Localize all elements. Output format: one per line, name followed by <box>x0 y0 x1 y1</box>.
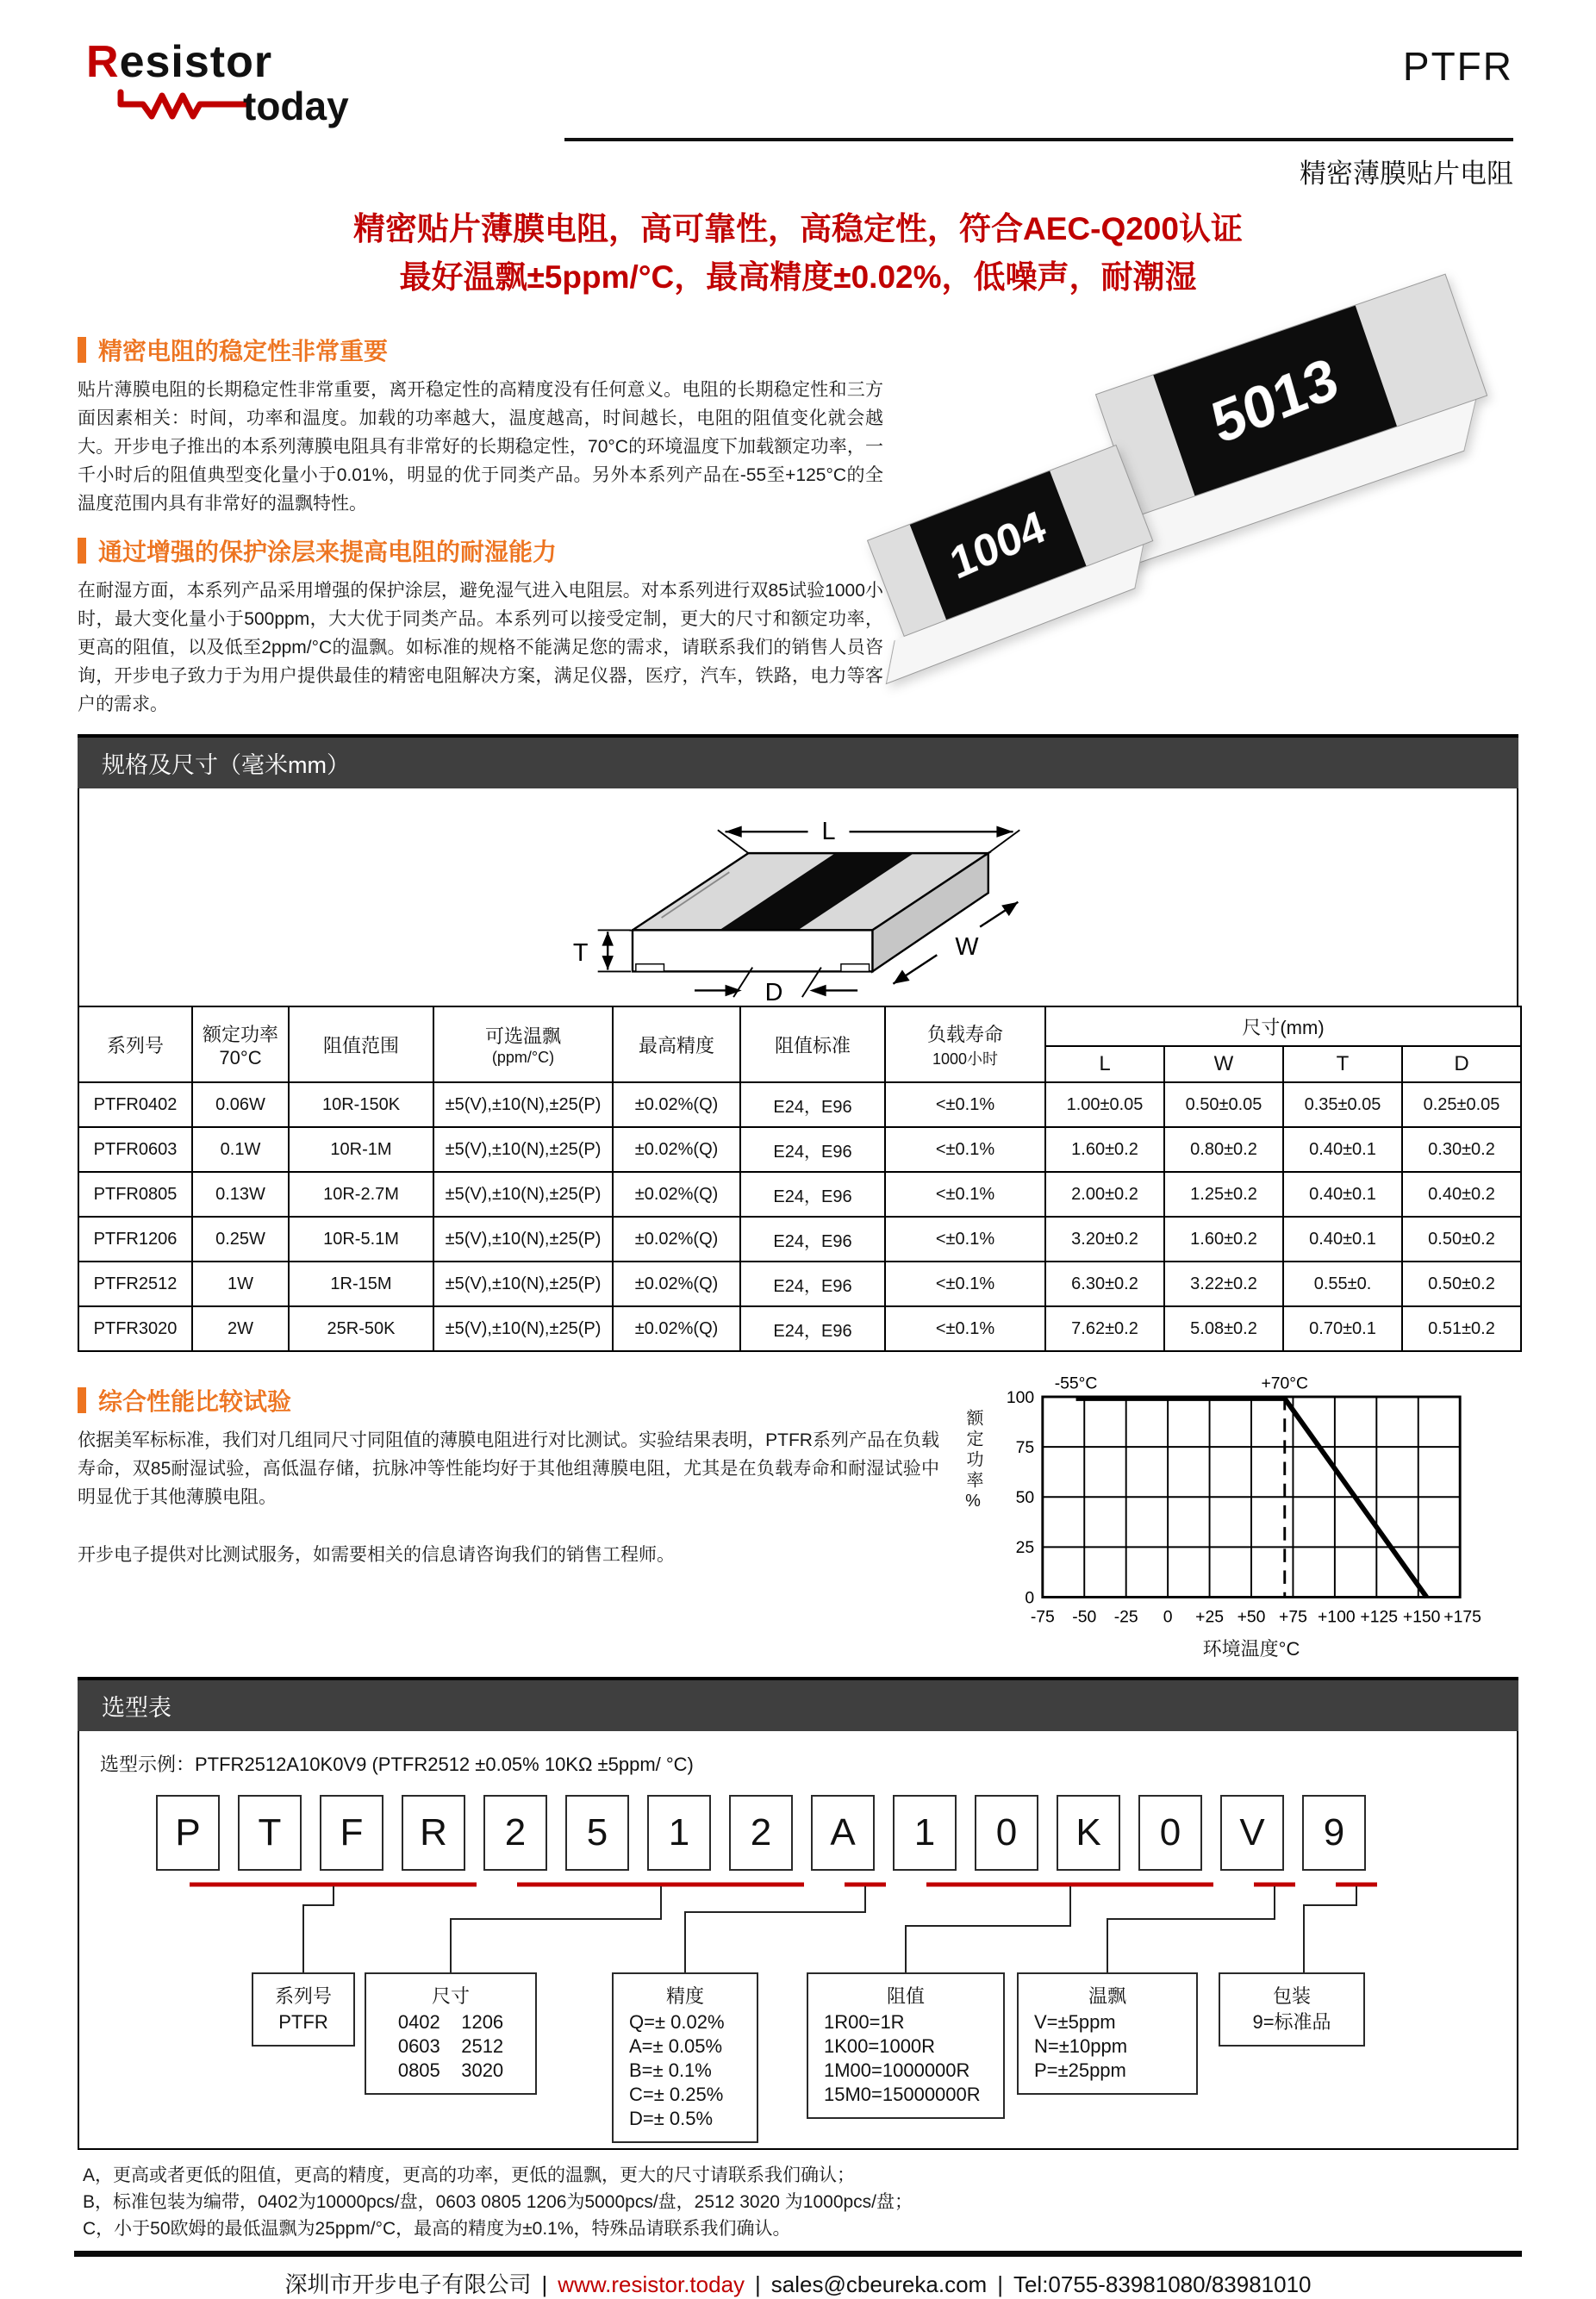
col-header-series: 系列号 <box>78 1006 192 1082</box>
x-tick: +100 <box>1318 1607 1356 1627</box>
section-heading-comparison: 综合性能比较试验 <box>78 1383 939 1417</box>
part-number-char: 0 <box>1138 1795 1202 1871</box>
footer-divider <box>74 2251 1522 2257</box>
group-box-tcr: 温飘 V=±5ppm N=±10ppm P=±25ppm <box>1017 1972 1198 2095</box>
selection-example: 选型示例：PTFR2512A10K0V9 (PTFR2512 ±0.05% 10KΩ ±5ppm/ °C) <box>100 1754 694 1775</box>
x-tick: 0 <box>1163 1607 1173 1627</box>
part-number-char: K <box>1057 1795 1120 1871</box>
group-box-tolerance: 精度 Q=± 0.02% A=± 0.05% B=± 0.1% C=± 0.25% D=± 0.5% <box>612 1972 758 2143</box>
header-rule <box>564 138 1513 141</box>
x-tick: +175 <box>1443 1607 1481 1627</box>
dim-label-d: D <box>764 979 783 1006</box>
group-box-packaging: 包装 9=标准品 <box>1219 1972 1365 2047</box>
comparison-paragraph-2: 开步电子提供对比测试服务，如需要相关的信息请咨询我们的销售工程师。 <box>78 1545 675 1565</box>
comparison-section <box>78 1374 1518 1661</box>
resistor-zigzag-icon <box>119 90 248 121</box>
part-number-char: F <box>320 1795 383 1871</box>
footnote-b: B，标准包装为编带，0402为10000pcs/盘，0603 0805 1206为5000pcs/盘，2512 3020 为1000pcs/盘； <box>83 2192 913 2212</box>
section-heading-moisture: 通过增强的保护涂层来提高电阻的耐湿能力 <box>78 533 883 568</box>
y-tick: 0 <box>1025 1588 1035 1608</box>
col-header-tolerance: 最高精度 <box>613 1006 740 1082</box>
part-number-char: 2 <box>729 1795 793 1871</box>
product-subtitle: 精密薄膜贴片电阻 <box>1300 159 1513 189</box>
x-tick: -25 <box>1113 1607 1138 1627</box>
dimension-diagram <box>505 794 1091 1006</box>
part-number-char: A <box>811 1795 875 1871</box>
x-tick: +150 <box>1402 1607 1441 1627</box>
part-number-char: R <box>402 1795 465 1871</box>
group-box-resistance: 阻值 1R00=1R 1K00=1000R 1M00=1000000R 15M0=15000000R <box>807 1972 1005 2119</box>
y-tick: 50 <box>1015 1488 1035 1508</box>
footer-tel: Tel:0755-83981080/83981010 <box>1013 2271 1312 2297</box>
part-number-panel <box>78 1731 1518 2150</box>
part-number-char: 1 <box>893 1795 957 1871</box>
intro-section <box>78 324 1518 719</box>
part-number-char: 0 <box>975 1795 1038 1871</box>
col-header-standard: 阻值标准 <box>740 1006 885 1082</box>
logo-letter-r: R <box>86 37 120 87</box>
chip-marking: 1004 <box>945 501 1052 590</box>
dim-label-l: L <box>821 817 836 845</box>
selection-section-bar: 选型表 <box>78 1677 1518 1731</box>
footer: 深圳市开步电子有限公司 | www.resistor.today | sales@cbeureka.com | Tel:0755-83981080/83981010 <box>0 2267 1596 2299</box>
stability-paragraph: 贴片薄膜电阻的长期稳定性非常重要，离开稳定性的高精度没有任何意义。电阻的长期稳定性和三方面因素相关：时间，功率和温度。加载的功率越大，温度越高，时间越长，电阻的阻值变化就会越大。开步电子推出的本系列薄膜电阻具有非常好的长期稳定性，70°C的环境温度下加载额定功率，一千小时后的阻值典型变化量小于0.01%，明显的优于同类产品。另外本系列产品在-55至+125°C的全温度范围内具有非常好的温飘特性。 <box>78 380 883 514</box>
chart-x-axis-label: 环境温度°C <box>1202 1638 1300 1660</box>
footer-company: 深圳市开步电子有限公司 <box>284 2271 532 2297</box>
part-number-char: 1 <box>647 1795 711 1871</box>
table-row: PTFR3020 2W 25R-50K ±5(V),±10(N),±25(P) ±0.02%(Q) E24，E96 <±0.1% 7.62±0.2 5.08±0.2 0.70±0.1 0.51±0.2 <box>78 1306 1521 1351</box>
footer-email[interactable]: sales@cbeureka.com <box>770 2271 988 2297</box>
logo-wordmark <box>86 36 349 88</box>
orange-bar-icon <box>78 337 86 363</box>
product-photo <box>883 324 1518 719</box>
col-header-L: L <box>1045 1046 1164 1082</box>
logo-rest: esistor <box>119 37 273 87</box>
group-box-size: 尺寸 0402 1206 0603 2512 0805 3020 <box>365 1972 537 2095</box>
y-tick: 25 <box>1015 1538 1035 1558</box>
table-row: PTFR1206 0.25W 10R-5.1M ±5(V),±10(N),±25(P) ±0.02%(Q) E24，E96 <±0.1% 3.20±0.2 1.60±0.2 0.40±0.1 0.50±0.2 <box>78 1217 1521 1262</box>
chip-image-5013 <box>1095 274 1502 559</box>
footer-url[interactable]: www.resistor.today <box>558 2271 745 2297</box>
col-header-tcr: 可选温飘 (ppm/°C) <box>433 1006 613 1082</box>
part-number-char: P <box>156 1795 220 1871</box>
orange-bar-icon <box>78 538 86 564</box>
col-header-D: D <box>1402 1046 1521 1082</box>
chip-marking: 5013 <box>1205 344 1345 457</box>
headline-line2: 最好温飘±5ppm/°C，最高精度±0.02%，低噪声，耐潮湿 <box>399 259 1197 295</box>
header <box>0 0 1596 188</box>
dimension-diagram-panel <box>78 788 1518 1006</box>
part-number-char: 9 <box>1302 1795 1366 1871</box>
table-row: PTFR0603 0.1W 10R-1M ±5(V),±10(N),±25(P) ±0.02%(Q) E24，E96 <±0.1% 1.60±0.2 0.80±0.2 0.40±0.1 0.30±0.2 <box>78 1127 1521 1172</box>
part-number-char: T <box>238 1795 302 1871</box>
x-tick: +50 <box>1237 1607 1266 1627</box>
dim-label-t: T <box>572 938 589 967</box>
footnote-c: C，小于50欧姆的最低温飘为25ppm/°C，最高的精度为±0.1%，特殊品请联系我们确认。 <box>83 2219 791 2239</box>
y-tick: 75 <box>1015 1437 1035 1457</box>
group-box-series: 系列号 PTFR <box>252 1972 355 2047</box>
col-header-T: T <box>1283 1046 1402 1082</box>
x-tick: -50 <box>1072 1607 1097 1627</box>
table-row: PTFR0402 0.06W 10R-150K ±5(V),±10(N),±25(P) ±0.02%(Q) E24，E96 <±0.1% 1.00±0.05 0.50±0.05 0.35±0.05 0.25±0.05 <box>78 1082 1521 1127</box>
x-tick: +25 <box>1195 1607 1224 1627</box>
col-header-range: 阻值范围 <box>289 1006 433 1082</box>
x-tick: +125 <box>1360 1607 1399 1627</box>
footnote-a: A，更高或者更低的阻值，更高的精度，更高的功率，更低的温飘，更大的尺寸请联系我们确认； <box>83 2165 856 2185</box>
footnotes <box>83 2162 1596 2242</box>
chart-y-axis-label: 额定功率% <box>963 1409 982 1514</box>
chip-image-1004 <box>867 445 1167 672</box>
part-number-connectors <box>102 1879 1481 1972</box>
table-row: PTFR2512 1W 1R-15M ±5(V),±10(N),±25(P) ±0.02%(Q) E24，E96 <±0.1% 6.30±0.2 3.22±0.2 0.55±0. 0.50±0.2 <box>78 1262 1521 1306</box>
derating-chart <box>963 1374 1518 1661</box>
section-heading-stability: 精密电阻的稳定性非常重要 <box>78 333 883 367</box>
x-tick: -75 <box>1030 1607 1055 1627</box>
x-tick: +75 <box>1279 1607 1307 1627</box>
chart-annotation-left: -55°C <box>1054 1374 1098 1393</box>
table-row: PTFR0805 0.13W 10R-2.7M ±5(V),±10(N),±25(P) ±0.02%(Q) E24，E96 <±0.1% 2.00±0.2 1.25±0.2 0.40±0.1 0.40±0.2 <box>78 1172 1521 1217</box>
col-header-W: W <box>1164 1046 1283 1082</box>
headline <box>0 205 1596 302</box>
headline-line1: 精密贴片薄膜电阻，高可靠性，高稳定性，符合AEC-Q200认证 <box>353 211 1243 246</box>
col-header-dimensions: 尺寸(mm) <box>1045 1006 1521 1046</box>
orange-bar-icon <box>78 1387 86 1413</box>
y-tick: 100 <box>1006 1387 1035 1407</box>
spec-table <box>78 1006 1522 1352</box>
moisture-paragraph: 在耐湿方面，本系列产品采用增强的保护涂层，避免湿气进入电阻层。对本系列进行双85试验1000小时，最大变化量小于500ppm，大大优于同类产品。本系列可以接受定制，更大的尺寸和额定功率，更高的阻值，以及低至2ppm/°C的温飘。如标准的规格不能满足您的需求，请联系我们的销售人员咨询，开步电子致力于为用户提供最佳的精密电阻解决方案，满足仪器，医疗，汽车，铁路，电力等客户的需求。 <box>78 581 883 714</box>
part-number-char: V <box>1220 1795 1284 1871</box>
comparison-paragraph-1: 依据美军标标准，我们对几组同尺寸同阻值的薄膜电阻进行对比测试。实验结果表明，PTFR系列产品在负载寿命，双85耐湿试验，高低温存储，抗脉冲等性能均好于其他组薄膜电阻，尤其是在负载寿命和耐湿试验中明显优于其他薄膜电阻。 <box>78 1430 939 1507</box>
col-header-loadlife: 负载寿命 1000小时 <box>885 1006 1045 1082</box>
company-logo <box>86 36 349 129</box>
logo-today: today <box>243 84 349 128</box>
product-code: PTFR <box>1402 44 1513 89</box>
spec-section-bar: 规格及尺寸（毫米mm） <box>78 734 1518 788</box>
chart-annotation-right: +70°C <box>1261 1374 1309 1393</box>
derating-chart-plot <box>984 1374 1518 1633</box>
part-number-char: 5 <box>565 1795 629 1871</box>
dim-label-w: W <box>955 933 979 962</box>
col-header-power: 额定功率 70°C <box>192 1006 289 1082</box>
part-number-char: 2 <box>483 1795 547 1871</box>
